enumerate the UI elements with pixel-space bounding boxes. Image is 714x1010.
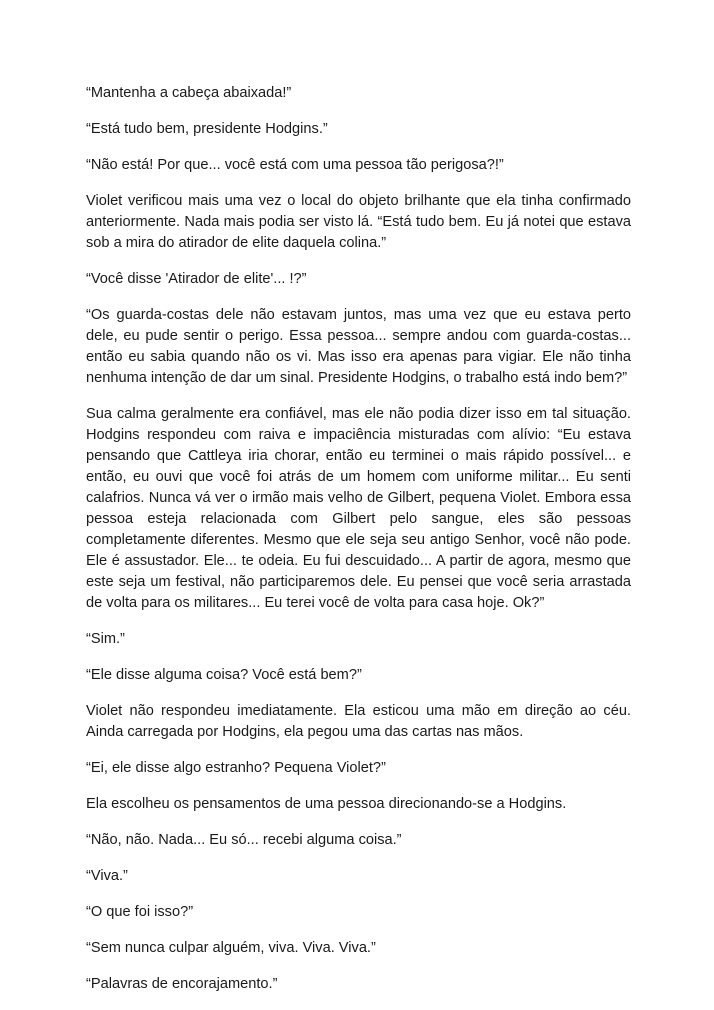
dialogue-line: “Sim.” <box>86 631 125 647</box>
dialogue-line: “Sem nunca culpar alguém, viva. Viva. Viva.” <box>86 940 376 956</box>
narration-paragraph: Violet não respondeu imediatamente. Ela esticou uma mão em direção ao céu. Ainda carregada por Hodgins, ela pegou uma das cartas nas mãos. <box>86 703 631 740</box>
dialogue-line: “Você disse 'Atirador de elite'... !?” <box>86 271 307 287</box>
narration-paragraph: Violet verificou mais uma vez o local do objeto brilhante que ela tinha confirmado anteriormente. Nada mais podia ser visto lá. “Está tudo bem. Eu já notei que estava sob a mira do atirador de elite daquela colina.” <box>86 193 631 251</box>
narration-paragraph: Ela escolheu os pensamentos de uma pessoa direcionando-se a Hodgins. <box>86 796 567 812</box>
dialogue-line: “Viva.” <box>86 868 128 884</box>
dialogue-line: “Mantenha a cabeça abaixada!” <box>86 85 292 101</box>
dialogue-line: “Não está! Por que... você está com uma pessoa tão perigosa?!” <box>86 157 504 173</box>
narration-paragraph: Sua calma geralmente era confiável, mas ele não podia dizer isso em tal situação. Hodgins respondeu com raiva e impaciência misturadas com alívio: “Eu estava pensando que Cattleya iria chorar, então eu terminei o mais rápido possível... e então, eu ouvi que você foi atrás de um homem com uniforme militar... Eu senti calafrios. Nunca vá ver o irmão mais velho de Gilbert, pequena Violet. Embora essa pessoa esteja relacionada com Gilbert pelo sangue, eles são pessoas completamente diferentes. Mesmo que ele seja seu antigo Senhor, você não pode. Ele é assustador. Ele... te odeia. Eu fui descuidado... A partir de agora, mesmo que este seja um festival, não participaremos dele. Eu pensei que você seria arrastada de volta para os militares... Eu terei você de volta para casa hoje. Ok?” <box>86 406 631 611</box>
dialogue-paragraph: “Os guarda-costas dele não estavam juntos, mas uma vez que eu estava perto dele, eu pude sentir o perigo. Essa pessoa... sempre andou com guarda-costas... então eu sabia quando não os vi. Mas isso era apenas para vigiar. Ele não tinha nenhuma intenção de dar um sinal. Presidente Hodgins, o trabalho está indo bem?” <box>86 307 631 386</box>
dialogue-line: “O que foi isso?” <box>86 904 194 920</box>
dialogue-line: “Ei, ele disse algo estranho? Pequena Violet?” <box>86 760 386 776</box>
dialogue-line: “Palavras de encorajamento.” <box>86 976 278 992</box>
dialogue-line: “Está tudo bem, presidente Hodgins.” <box>86 121 328 137</box>
document-page <box>86 83 631 1010</box>
dialogue-line: “Ele disse alguma coisa? Você está bem?” <box>86 667 362 683</box>
dialogue-line: “Não, não. Nada... Eu só... recebi alguma coisa.” <box>86 832 402 848</box>
